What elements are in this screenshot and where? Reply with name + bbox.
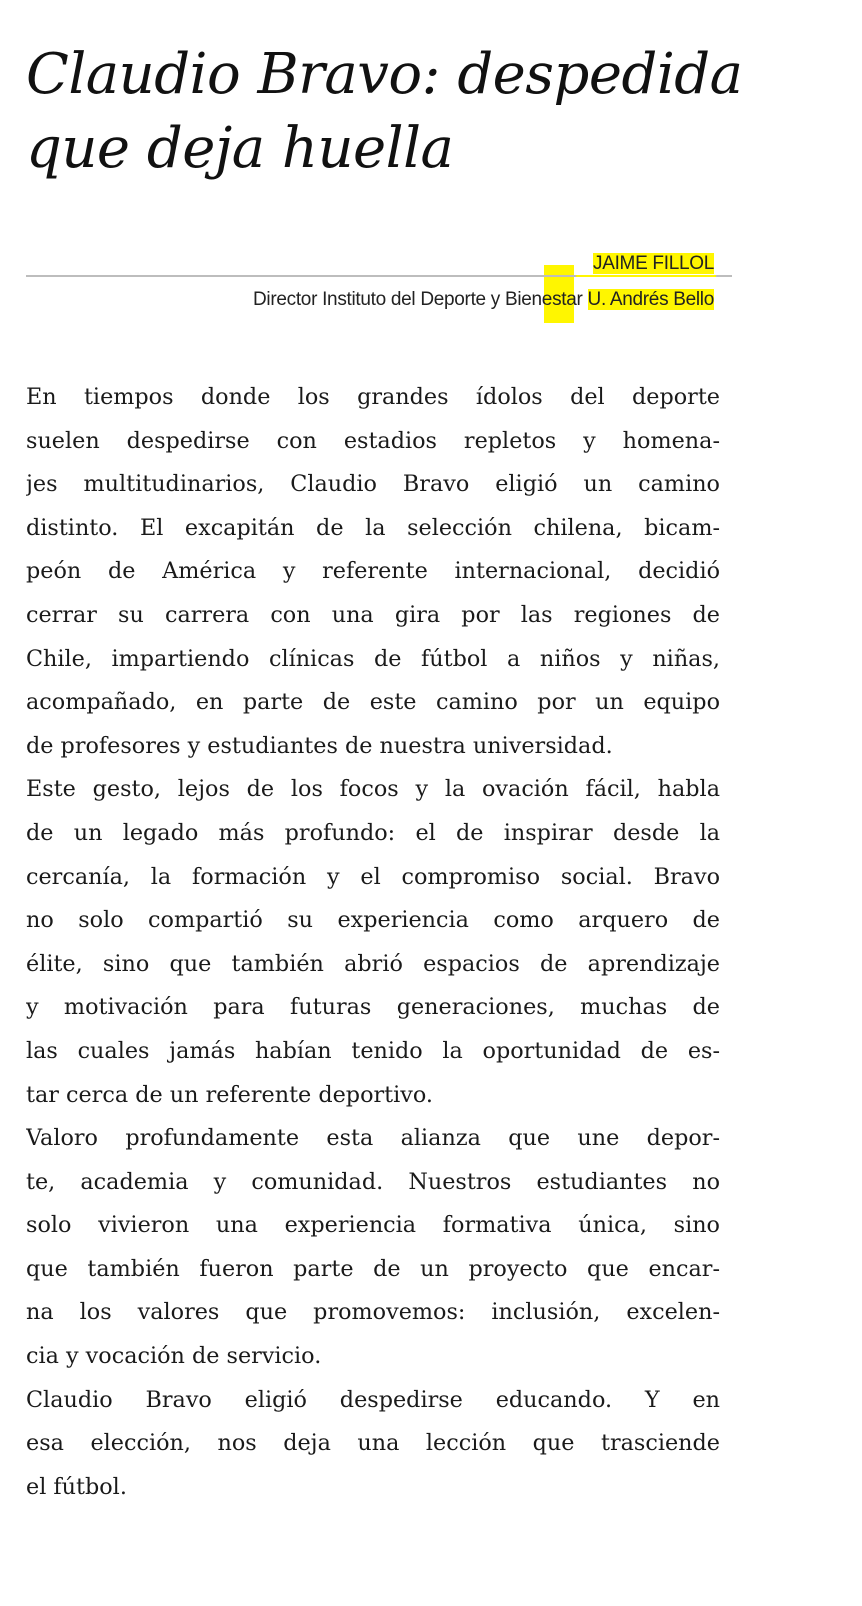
author-role bbox=[253, 288, 714, 312]
body-line: Valoro profundamente esta alianza que une depor- bbox=[26, 1125, 720, 1152]
body-line: cerrar su carrera con una gira por las regiones de bbox=[26, 601, 720, 628]
headline bbox=[26, 38, 766, 186]
body-line: no solo compartió su experiencia como arquero de bbox=[26, 907, 720, 934]
body-line: de un legado más profundo: el de inspirar desde la bbox=[26, 819, 720, 846]
author-name bbox=[593, 252, 714, 276]
headline-line: que deja huella bbox=[26, 116, 454, 181]
article-body bbox=[26, 376, 720, 1509]
body-line: las cuales jamás habían tenido la oportunidad de es- bbox=[26, 1037, 720, 1064]
author-institution-highlight: U. Andrés Bello bbox=[587, 289, 714, 310]
body-line: tar cerca de un referente deportivo. bbox=[26, 1081, 433, 1108]
body-line: acompañado, en parte de este camino por un equipo bbox=[26, 689, 720, 716]
body-line: esa elección, nos deja una lección que trasciende bbox=[26, 1430, 720, 1457]
body-line: jes multitudinarios, Claudio Bravo eligió un camino bbox=[26, 471, 720, 498]
body-line: Este gesto, lejos de los focos y la ovación fácil, habla bbox=[26, 776, 720, 803]
headline-line: Claudio Bravo: despedida bbox=[26, 42, 743, 107]
body-line: de profesores y estudiantes de nuestra universidad. bbox=[26, 732, 613, 759]
body-line: que también fueron parte de un proyecto que encar- bbox=[26, 1255, 720, 1282]
body-line: cercanía, la formación y el compromiso social. Bravo bbox=[26, 863, 720, 890]
body-line: Claudio Bravo eligió despedirse educando. Y en bbox=[26, 1386, 720, 1413]
body-line: el fútbol. bbox=[26, 1473, 127, 1500]
body-line: peón de América y referente internacional, decidió bbox=[26, 558, 720, 585]
body-line: te, academia y comunidad. Nuestros estudiantes no bbox=[26, 1168, 720, 1195]
paragraph bbox=[26, 1117, 720, 1379]
paragraph bbox=[26, 1379, 720, 1510]
body-line: cia y vocación de servicio. bbox=[26, 1343, 322, 1370]
body-line: En tiempos donde los grandes ídolos del deporte bbox=[26, 384, 720, 410]
body-line: Chile, impartiendo clínicas de fútbol a niños y niñas, bbox=[26, 645, 720, 672]
body-line: élite, sino que también abrió espacios de aprendizaje bbox=[26, 950, 720, 977]
body-line: y motivación para futuras generaciones, muchas de bbox=[26, 994, 720, 1021]
author-role-text: Director Instituto del Deporte y Bienestar bbox=[252, 289, 588, 310]
author-name-text: JAIME FILLOL bbox=[593, 253, 714, 274]
body-line: distinto. El excapitán de la selección chilena, bicam- bbox=[26, 514, 720, 541]
body-line: suelen despedirse con estadios repletos y homena- bbox=[26, 427, 720, 454]
body-line: solo vivieron una experiencia formativa única, sino bbox=[26, 1212, 720, 1239]
paragraph bbox=[26, 376, 720, 768]
paragraph bbox=[26, 768, 720, 1117]
body-line: na los valores que promovemos: inclusión, excelen- bbox=[26, 1299, 720, 1326]
